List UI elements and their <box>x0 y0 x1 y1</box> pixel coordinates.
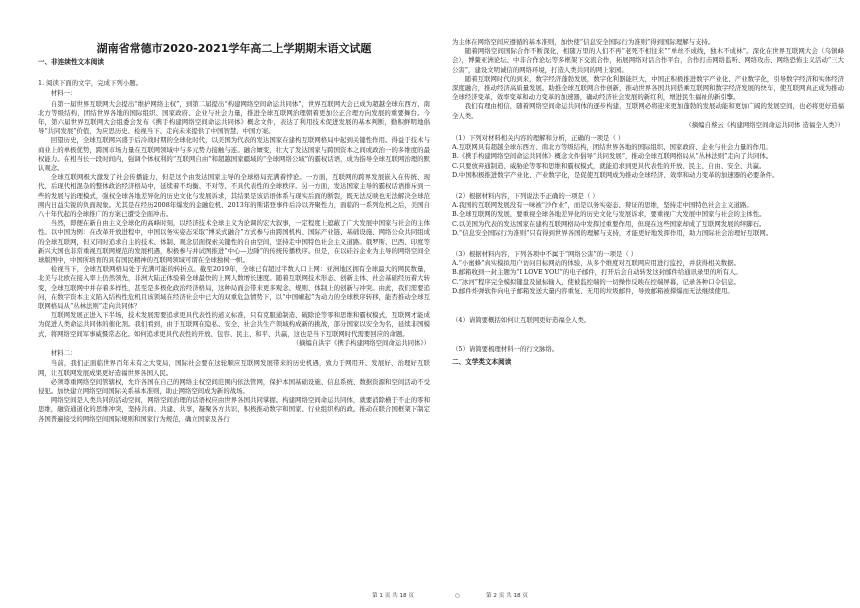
section-heading-1: 一、非连续性文本阅读 <box>38 58 104 66</box>
source-citation: （摘编自洪宇《携手构建网络空间命运共同体》） <box>292 338 430 347</box>
option-b: B.邮箱收到一封主题为“I LOVE YOU”的电子邮件，打开后会自动转发这封邮件给通讯录里的所有人。 <box>452 268 742 277</box>
page-number-right: 第 2 页 共 18 页 <box>486 593 528 599</box>
paragraph: 互联网发展正进入下半场，技术发展需要追求更具代表性的道义标准，只有克服通制造、破除论等零和思维和霸权模式，互联网才能成为促进人类命运共同体的催化剂。我们看到，由于互联网在隐私、安全、社会共生产领域构成新的挑战，部分国家以安全为名，延续非国模式，将网络空间军事威慑常态化。如何追求更具代表性的开放、包容、民主、和平、共赢，这也是当下互联网时代需要回应的命题。 <box>38 311 430 338</box>
page-separator: ○ <box>455 593 460 599</box>
section-heading-2: 二、文学类文本阅读 <box>452 358 512 367</box>
question-intro: 1. 阅读下面的文字，完成下列小题。 <box>38 79 142 88</box>
option-d: D.“信息安全国际行为准则”只有得到世界各国的理解与支持，才能更好地发挥作用，助力国际社会治理好互联网。 <box>452 228 773 237</box>
material-2-label: 材料二： <box>50 349 77 358</box>
question-2: （2）根据材料内容，下列说法不正确的一项是（ ） <box>452 192 599 201</box>
paragraph: 随着互联网时代的到来，数字经济蓬勃发展，数字化利器能巨大，中国正积极推进数字产业化、产业数字化，引导数字经济和实体经济深度融合，推动经济高质量发展。助推全球互联网合作创新，推动世界各国共同搭乘互联网和数字经济发展的快车，使互联网真正成为推动全球经济变革、效率变革和动力变革的加速器，确动经济社会发展的新红利，增进民生福祉的新引擎。 <box>452 74 844 102</box>
page-number-left: 第 1 页 共 18 页 <box>372 593 414 599</box>
option-b: B.全球互联网的发展，要重视全球各地差异化的历史文化与发展诉求，要重视广大发展中国家与社会的主体性。 <box>452 210 766 219</box>
question-5: （5）请简要梳理材料一的行文脉络。 <box>452 345 559 354</box>
option-a: A.互联网具有超越全球东西方、南北方等级结构，团结世界各地的国际组织、国家政府、企业与社会力量的作用。 <box>452 143 772 152</box>
left-column <box>38 26 430 586</box>
paragraph: 随着网络空间国际合作不断深化，相随万里的人们不再“老死不相往来”“单丝不成线，独木不成林”。深化在世界互联网大会（乌镇峰会），博鳌亚洲论坛、中非合作论坛等多框架下交流合作，拓展网络对话合作平台，合作打击网络监听、网络攻击、网络恐怖主义活动“三大公害”，建设文明诚信的网络环境，打造人类共同的网上家园。 <box>452 47 844 74</box>
paragraph: 为主体在网络空间应遵循的基本准则，加快使“信息安全国际行为准则”得到国际理解与支持。 <box>452 38 715 46</box>
paragraph: 当然，即便在新自由主义全球化的高峰时刻，以经济技术全球主义为论调的宏大叙事，一定程度上遮蔽了广大发展中国家与社会的主体性。以中国为例：在改革开放进程中，中国以务实姿态采取“博采式融合”方式参与由跨国机构、国际产业链、基础设施、网络公众共同组成的全球互联网，但又同时追求自主的技术、体制、观念层面探索关键性的自由空间，坚持走中国特色社会主义道路。俄罗斯、巴西、印度等新兴大国也非常重视互联网规范的发展机遇，积极参与并试图推进“中心—边陲”的传统传播秩序。但是，在以硅谷企业为主导的网络空间全球版图中，中国所培育的具有国民精神的互联网领域可谓在全球独树一帜。 <box>38 219 430 265</box>
question-4: （4）请简要概括如何让互联网更好造福全人类。 <box>452 316 591 325</box>
question-1: （1）下列对材料相关内容的理解和分析，正确的一项是（ ） <box>452 134 625 143</box>
material-1-label: 材料一： <box>50 89 77 98</box>
option-c: C.以美国为代表的发达国家在建构互联网格局中发挥过重要作用，但现在这些国家却成了互联网发展的绊脚石。 <box>452 219 766 228</box>
option-c: C.只要放弃通制造、威胁论等零和思维和霸权模式，就能追求到更具代表性的开放、民主、自由、安全、共赢。 <box>452 161 766 170</box>
source-citation: （摘编自蔡云《构建网络空间命运共同体 造福全人类》） <box>685 120 844 129</box>
paragraph: 检视当下，全球互联网格局处于充满可能的转折点。截至2019年，全球已有超过半数人口上网：亚洲地区拥有全球最大的网民数量，北美与北欧在接入率上仍然领先，非洲大陆正体验着全球最快的上网人数增长速度。随着互联网技术形态、创新主体、社会基础经历着大转变，全球互联网中并存着多样性，甚至是多极化政治经济格局，这种局面会带来更多观念、规则、体制上的创新与冲突。由此，我们需要追问，在数字资本主义陷入结构性危机且该领域在经济社会中已大的双重危急情势下，以“中国崛起”为动力的全球秩序转移，能否推动全球互联网格局从“丛林法则”走向共同体？ <box>38 265 430 311</box>
option-b: B.《携手构建网络空间命运共同体》概念文件倡导“共同发展”，推动全球互联网格局从“丛林法则”走向了共同体。 <box>452 152 773 161</box>
right-column <box>452 38 844 586</box>
paragraph: 回望历史，全球互联网兴盛于后冷战时期的全球化时代，以美国为代表的发达国家在建构互联网格局中起到关键性作用。得益于技术与商业上的单极优势，跨国市场力量在互联网领域中与多元势力接触与连。融合嬗变，壮大了发达国家与跨国资本之间或政治一的多维度的最权能力。在相当长一段时间内，强调个体权利的“互联网自由”和超越国家疆域的“全球网络公域”的霸权话语，成为指导全球互联网治理的默认观念。 <box>38 136 430 173</box>
paragraph: 当前，我们正面临世界百年未有之大变局，国际社会要在这轮顺应互联网发展带来的历史机遇，致力于网用开、发展好、治理好互联网，让互联网发展成果更好造福世界各国人民。 <box>38 359 430 377</box>
paragraph: 自第一届世界互联网大会提出“维护网络主权”，到第二届提出“构建网络空间命运共同体”，世界互联网大会已成为超越全球东西方、南北方等级结构，团结世界各地的国际组织、国家政府、企业与社会力量，推进全球互联网治理朝着更加公正合理方向发展的重要舞台。今年，第六届世界互联网大会组委会发布《携手构建网络空间命运共同体》概念文件，表达了利用技术促进发展的基本判断，勤积鲜明地倡导“共同发展”价值，为应思历史、检视当下、走向未来提供了中国智慧、中国方案。 <box>38 99 430 136</box>
option-d: D.邮件炸弹软件向电子邮箱发送大量内容重复、无用的垃圾邮件，导致邮箱被撑爆而无法继续使用。 <box>452 286 734 295</box>
document-title: 湖南省常德市2020-2021学年高二上学期期末语文试题 <box>96 42 372 55</box>
paragraph: 必须尊重网络空间管辖权，允许各国在自己的网络主权空间范围内依法管网，保护本国基础设施、信息系统、数据资源和空间活动不受侵犯。加快建立网络空间国际关系基本准则，助止网络空间成为新的战场。 <box>38 377 430 395</box>
paragraph: 网络空间是人类共同的活动空间，网络空间治理的话语权应由世界各国共同掌握。构建网络空间命运共同体，就要消除横于不止的零和思维，融资通道化的思维冲突，坚持共商、共建、共享，凝聚各方共识，积极推动数字和国家、行业组织构的政。推动在联合国框架下制定各国普遍接受的网络空间国际规则和国家行为规范，确立国家及各行 <box>38 396 430 423</box>
option-d: D.中国积极推进数字产业化、产业数字化，是促使互联网成为推动全球经济、效率和动力变革的加速器的必要条件。 <box>452 170 779 179</box>
paragraph: 我们有理由相信，随着网络空间命运共同体的逐步构建，互联网必将迎来更加蓬勃的发展动能和更加广阔的发展空间，也必将更好造福全人类。 <box>452 102 844 120</box>
option-a: A.“小蜜蜂”真实模拟用户访问目标网站的体验，从多个维度对互联网应用进行监控，并获得相关数据。 <box>452 259 740 268</box>
paragraph: 全球互联网极大激发了社会传播能力，但是这个由发达国家主导的全球格局充满着悖论。一方面，互联网的跨界发展嵌入在传统、现代、后现代相混杂的整体政治经济格局中，延续着不均衡、不对等、不具代表性的全球秩序。另一方面，发达国家主导的霸权话语排斥到一些的发展与治理模式，强权全球各地差异化的历史文化与发展诉求，其结果是该话语体系与现实后面的断裂，既无法反映也无法解决全球范围内日益尖锐的负面现象。尤其是在经历2008年爆发的金融危机、2013年的斯诺登事件后冷以齐聚性力，面临的一系列危机之后，美国自八十年代起的全球推广的方案已遭受全面冲击。 <box>38 173 430 219</box>
option-c: C.“冰河”程序完全模拟键盘及鼠标输入，使被监控端的一切操作反映在控端屏幕，记录各种口令信息。 <box>452 277 741 286</box>
question-3: （3）根据材料内容，下列各项中不属于“网络公害”的一项是（ ） <box>452 250 638 259</box>
option-a: A.我国的互联网发展没有一味被“沙作业”，而是以务实姿态、辩证的思维，坚持走中国特色社会主义道路。 <box>452 201 753 210</box>
